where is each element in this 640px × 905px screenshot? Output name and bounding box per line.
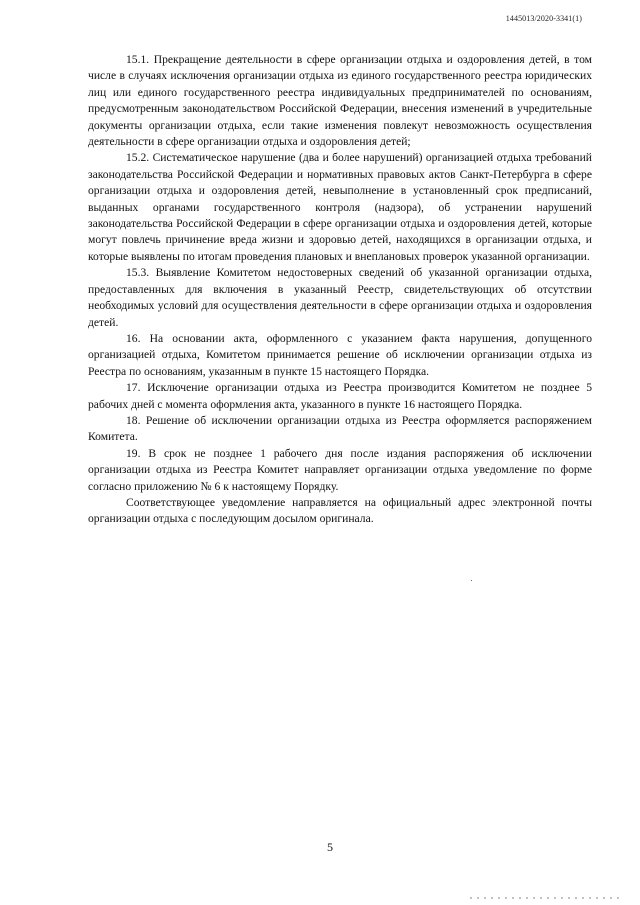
paragraph-17: 17. Исключение организации отдыха из Реестра производится Комитетом не позднее 5 рабочих дней с момента оформления акта, указанного в пункте 16 настоящего Порядка. xyxy=(88,381,592,411)
page-number: 5 xyxy=(327,840,333,854)
paragraph-15-2: 15.2. Систематическое нарушение (два и более нарушений) организацией отдыха требований законодательства Российской Федерации и нормативных правовых актов Санкт-Петербурга в сфере организации отдыха и оздоровления детей, невыполнение в установленный срок предписаний, выданных органами государственного контроля (надзора), об устранении нарушений законодательства Российской Федерации в сфере организации отдыха и оздоровления детей, которые могут повлечь причинение вреда жизни и здоровью детей, находящихся в организации отдыха, и которые выявлены по итогам проведения плановых и внеплановых проверок указанной организации. xyxy=(88,151,592,263)
paragraph-16: 16. На основании акта, оформленного с указанием факта нарушения, допущенного организацией отдыха, Комитетом принимается решение об исключении организации отдыха из Реестра по основаниям, указанным в пункте 15 настоящего Порядка. xyxy=(88,331,592,378)
scan-artifact-dots xyxy=(470,897,620,899)
document-body xyxy=(88,52,592,528)
scan-speck xyxy=(471,580,472,581)
document-id: 1445013/2020-3341(1) xyxy=(505,14,582,23)
paragraph-18: 18. Решение об исключении организации отдыха из Реестра оформляется распоряжением Комитета. xyxy=(88,413,592,444)
paragraph-notification: Соответствующее уведомление направляется на официальный адрес электронной почты организации отдыха с последующим досылом оригинала. xyxy=(88,495,592,526)
paragraph-19: 19. В срок не позднее 1 рабочего дня после издания распоряжения об исключении организации отдыха из Реестра Комитет направляет организации отдыха уведомление по форме согласно приложению № 6 к настоящему Порядку. xyxy=(88,446,592,493)
paragraph-15-1: 15.1. Прекращение деятельности в сфере организации отдыха и оздоровления детей, в том числе в случаях исключения организации отдыха из единого государственного реестра юридических лиц или единого государственного реестра индивидуальных предпринимателей по основаниям, предусмотренным законодательством Российской Федерации, внесения изменений в учредительные документы организации отдыха, если такие изменения повлекут невозможность осуществления деятельности в сфере организации отдыха и оздоровления детей; xyxy=(88,53,592,149)
paragraph-15-3: 15.3. Выявление Комитетом недостоверных сведений об указанной организации отдыха, предоставленных для включения в указанный Реестр, свидетельствующих об отсутствии необходимых условий для осуществления деятельности в сфере организации отдыха и оздоровления детей. xyxy=(88,266,592,329)
